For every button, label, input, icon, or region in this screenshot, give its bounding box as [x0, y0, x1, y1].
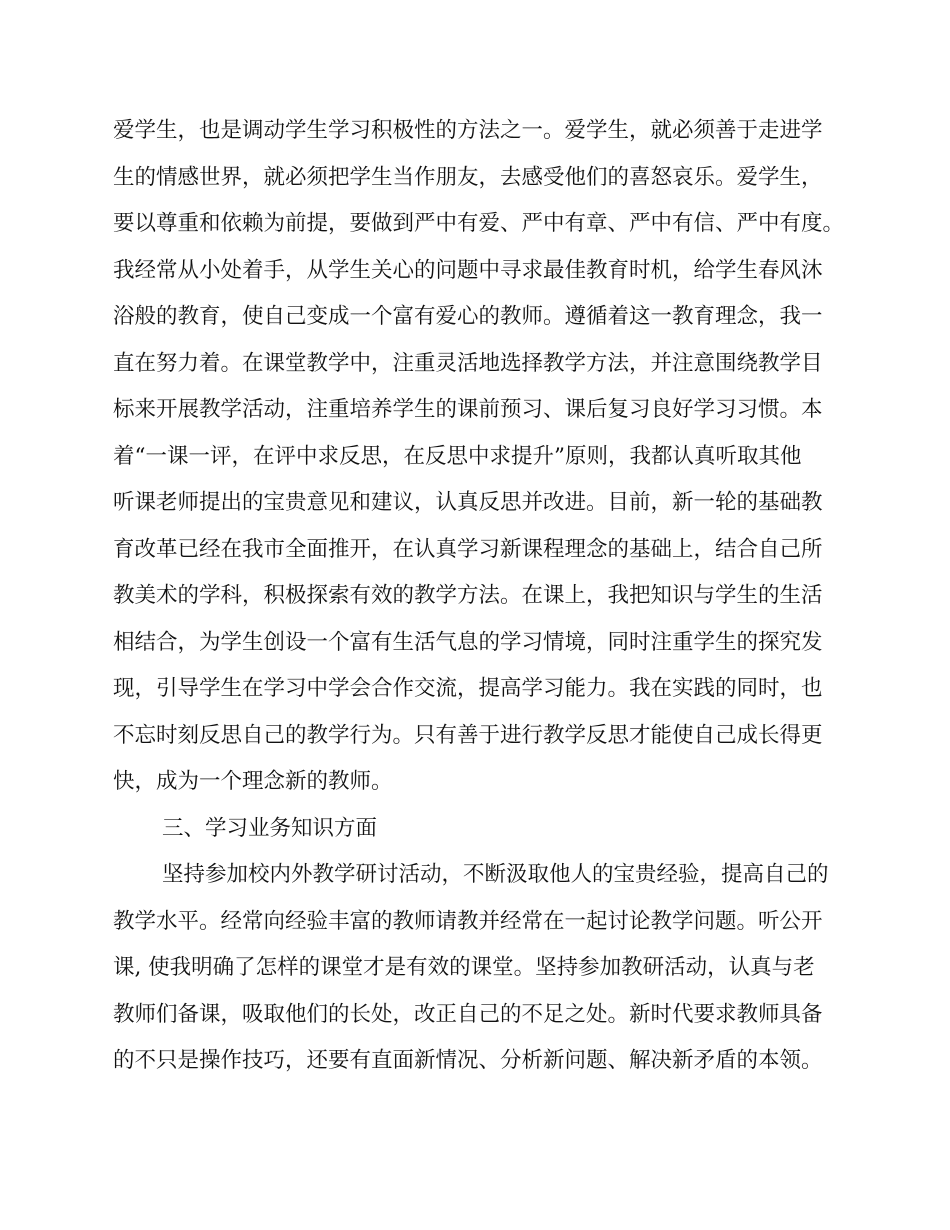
paragraph-line: 浴般的教育，使自己变成一个富有爱心的教师。遵循着这一教育理念，我一 [113, 304, 823, 329]
paragraph-line: 课, 使我明确了怎样的课堂才是有效的课堂。坚持参加教研活动，认真与老 [113, 955, 815, 980]
paragraph-line: 快，成为一个理念新的教师。 [113, 769, 393, 794]
paragraph-line: 教师们备课，吸取他们的长处，改正自己的不足之处。新时代要求教师具备 [113, 1001, 823, 1027]
paragraph-line: 相结合，为学生创设一个富有生活气息的学习情境，同时注重学生的探究发 [113, 629, 823, 655]
paragraph-line: 教学水平。经常向经验丰富的教师请教并经常在一起讨论教学问题。听公开 [113, 908, 823, 934]
section-heading: 三、学习业务知识方面 [162, 815, 378, 841]
paragraph-line: 我经常从小处着手，从学生关心的问题中寻求最佳教育时机，给学生春风沐 [113, 257, 823, 283]
paragraph-line: 听课老师提出的宝贵意见和建议，认真反思并改进。目前，新一轮的基础教 [113, 490, 823, 515]
paragraph-line: 爱学生，也是调动学生学习积极性的方法之一。爱学生，就必须善于走进学 [113, 118, 823, 143]
paragraph-line: 不忘时刻反思自己的教学行为。只有善于进行教学反思才能使自己成长得更 [113, 722, 823, 748]
paragraph-line: 教美术的学科，积极探索有效的教学方法。在课上，我把知识与学生的生活 [113, 583, 823, 608]
paragraph-line: 的不只是操作技巧，还要有直面新情况、分析新问题、解决新矛盾的本领。 [113, 1048, 823, 1073]
paragraph-line: 现，引导学生在学习中学会合作交流，提高学习能力。我在实践的同时，也 [113, 676, 823, 701]
paragraph-line: 标来开展教学活动，注重培养学生的课前预习、课后复习良好学习习惯。本 [113, 397, 823, 422]
paragraph-line: 生的情感世界，就必须把学生当作朋友，去感受他们的喜怒哀乐。爱学生， [113, 164, 823, 190]
paragraph-line: 直在努力着。在课堂教学中，注重灵活地选择教学方法，并注意围绕教学目 [113, 350, 823, 376]
paragraph-line: 着“一课一评，在评中求反思，在反思中求提升”原则，我都认真听取其他 [113, 443, 802, 469]
paragraph-line: 坚持参加校内外教学研讨活动，不断汲取他人的宝贵经验，提高自己的 [162, 862, 829, 887]
document-body [113, 108, 843, 1085]
paragraph-line: 育改革已经在我市全面推开，在认真学习新课程理念的基础上，结合自己所 [113, 536, 823, 562]
paragraph-line: 要以尊重和依赖为前提，要做到严中有爱、严中有章、严中有信、严中有度。 [113, 211, 845, 236]
